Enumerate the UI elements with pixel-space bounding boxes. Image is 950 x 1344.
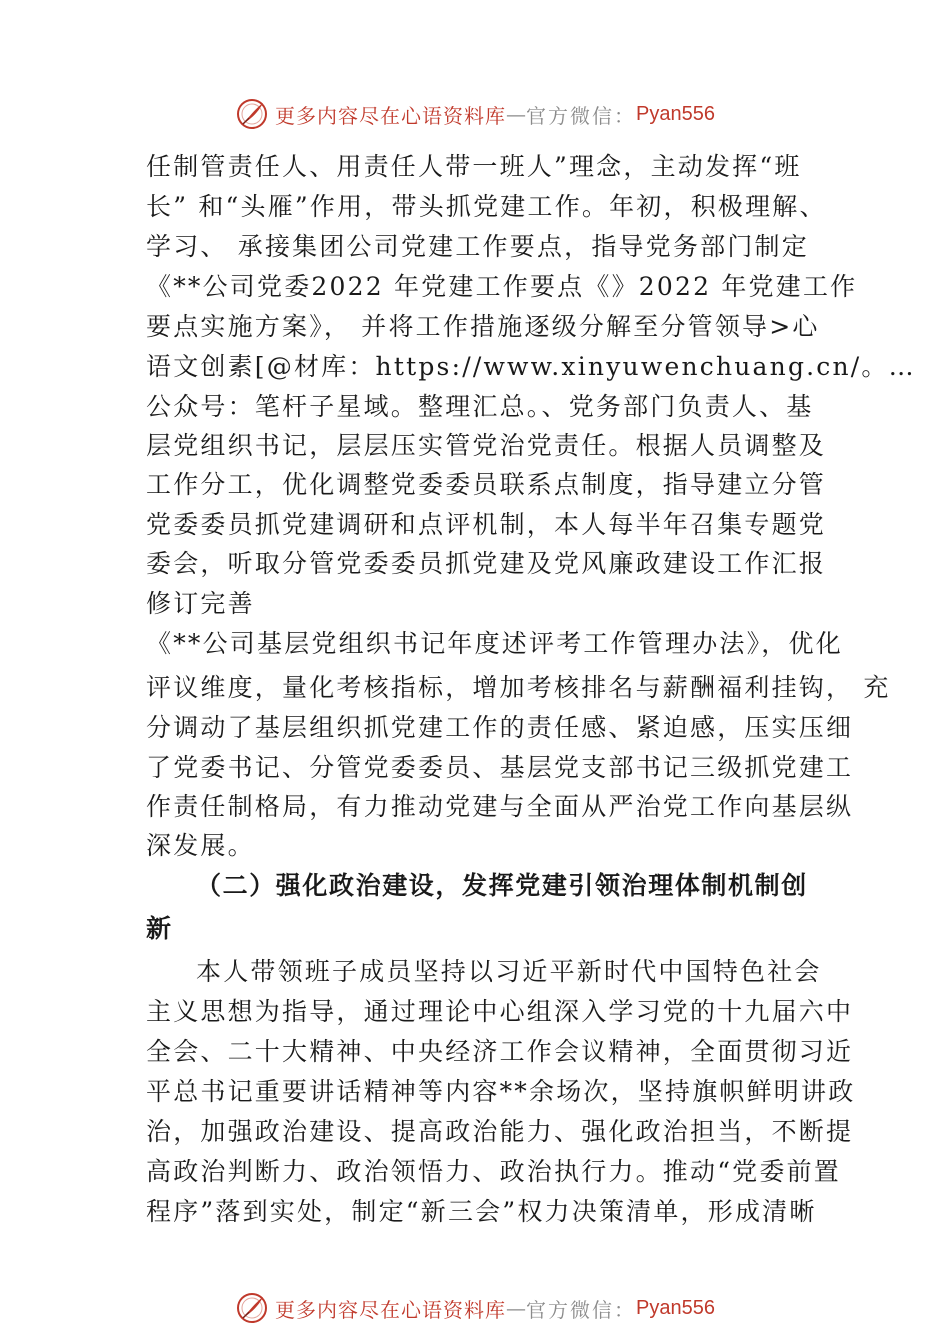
text-line: 党委委员抓党建调研和点评机制，本人每半年召集专题党 (146, 510, 827, 539)
watermark-wechat-id: Pyan556 (636, 1296, 715, 1319)
section-heading: （二）强化政治建设，发挥党建引领治理体制机制创 (196, 871, 808, 900)
watermark-site-text: 更多内容尽在心语资料库 (275, 1297, 507, 1322)
text-line: 《**公司基层党组织书记年度述评考工作管理办法》，优化 (146, 629, 843, 658)
text-line: 全会、二十大精神、中央经济工作会议精神，全面贯彻习近 (146, 1037, 854, 1066)
text-line: 主义思想为指导，通过理论中心组深入学习党的十九届六中 (146, 997, 854, 1026)
text-line: 《**公司党委2022 年党建工作要点《》2022 年党建工作 (146, 272, 858, 301)
watermark-site-text: 更多内容尽在心语资料库 (275, 103, 507, 128)
text-line: 作责任制格局，有力推动党建与全面从严治党工作向基层纵 (146, 792, 854, 821)
feather-pen-seal-icon (235, 1291, 269, 1325)
text-line: 本人带领班子成员坚持以习近平新时代中国特色社会 (196, 957, 822, 986)
text-line: 学习、 承接集团公司党建工作要点，指导党务部门制定 (146, 232, 809, 261)
text-line: 修订完善 (146, 589, 255, 618)
text-line: 平总书记重要讲话精神等内容**余场次，坚持旗帜鲜明讲政 (146, 1077, 856, 1106)
section-heading-continued: 新 (146, 914, 173, 943)
text-line: 了党委书记、分管党委委员、基层党支部书记三级抓党建工 (146, 753, 854, 782)
watermark-separator: — (506, 102, 527, 126)
watermark-banner-top (0, 96, 950, 132)
text-line: 语文创素[@材库：https://www.xinyuwenchuang.cn/。… (146, 352, 916, 381)
text-line: 长” 和“头雁”作用，带头抓党建工作。年初，积极理解、 (146, 192, 827, 221)
text-line: 任制管责任人、用责任人带一班人”理念，主动发挥“班 (146, 152, 802, 181)
watermark-wechat-id: Pyan556 (636, 102, 715, 125)
text-line: 深发展。 (146, 831, 255, 860)
watermark-separator: — (506, 1296, 527, 1320)
text-line: 工作分工，优化调整党委委员联系点制度，指导建立分管 (146, 470, 827, 499)
text-line: 公众号：笔杆子星域。整理汇总。、党务部门负责人、基 (146, 392, 814, 421)
watermark-banner-bottom (0, 1290, 950, 1326)
text-line: 程序”落到实处，制定“新三会”权力决策清单，形成清晰 (146, 1197, 817, 1226)
watermark-label: 官方微信： (526, 1297, 637, 1322)
text-line: 层党组织书记，层层压实管党治党责任。根据人员调整及 (146, 431, 827, 460)
text-line: 高政治判断力、政治领悟力、政治执行力。推动“党委前置 (146, 1157, 841, 1186)
text-line: 委会，听取分管党委委员抓党建及党风廉政建设工作汇报 (146, 549, 827, 578)
text-line: 要点实施方案》， 并将工作措施逐级分解至分管领导>心 (146, 312, 820, 341)
feather-pen-seal-icon (235, 97, 269, 131)
text-line: 分调动了基层组织抓党建工作的责任感、紧迫感，压实压细 (146, 713, 854, 742)
text-line: 治，加强政治建设、提高政治能力、强化政治担当，不断提 (146, 1117, 854, 1146)
text-line: 评议维度，量化考核指标，增加考核排名与薪酬福利挂钩， 充 (146, 673, 891, 702)
watermark-label: 官方微信： (526, 103, 637, 128)
